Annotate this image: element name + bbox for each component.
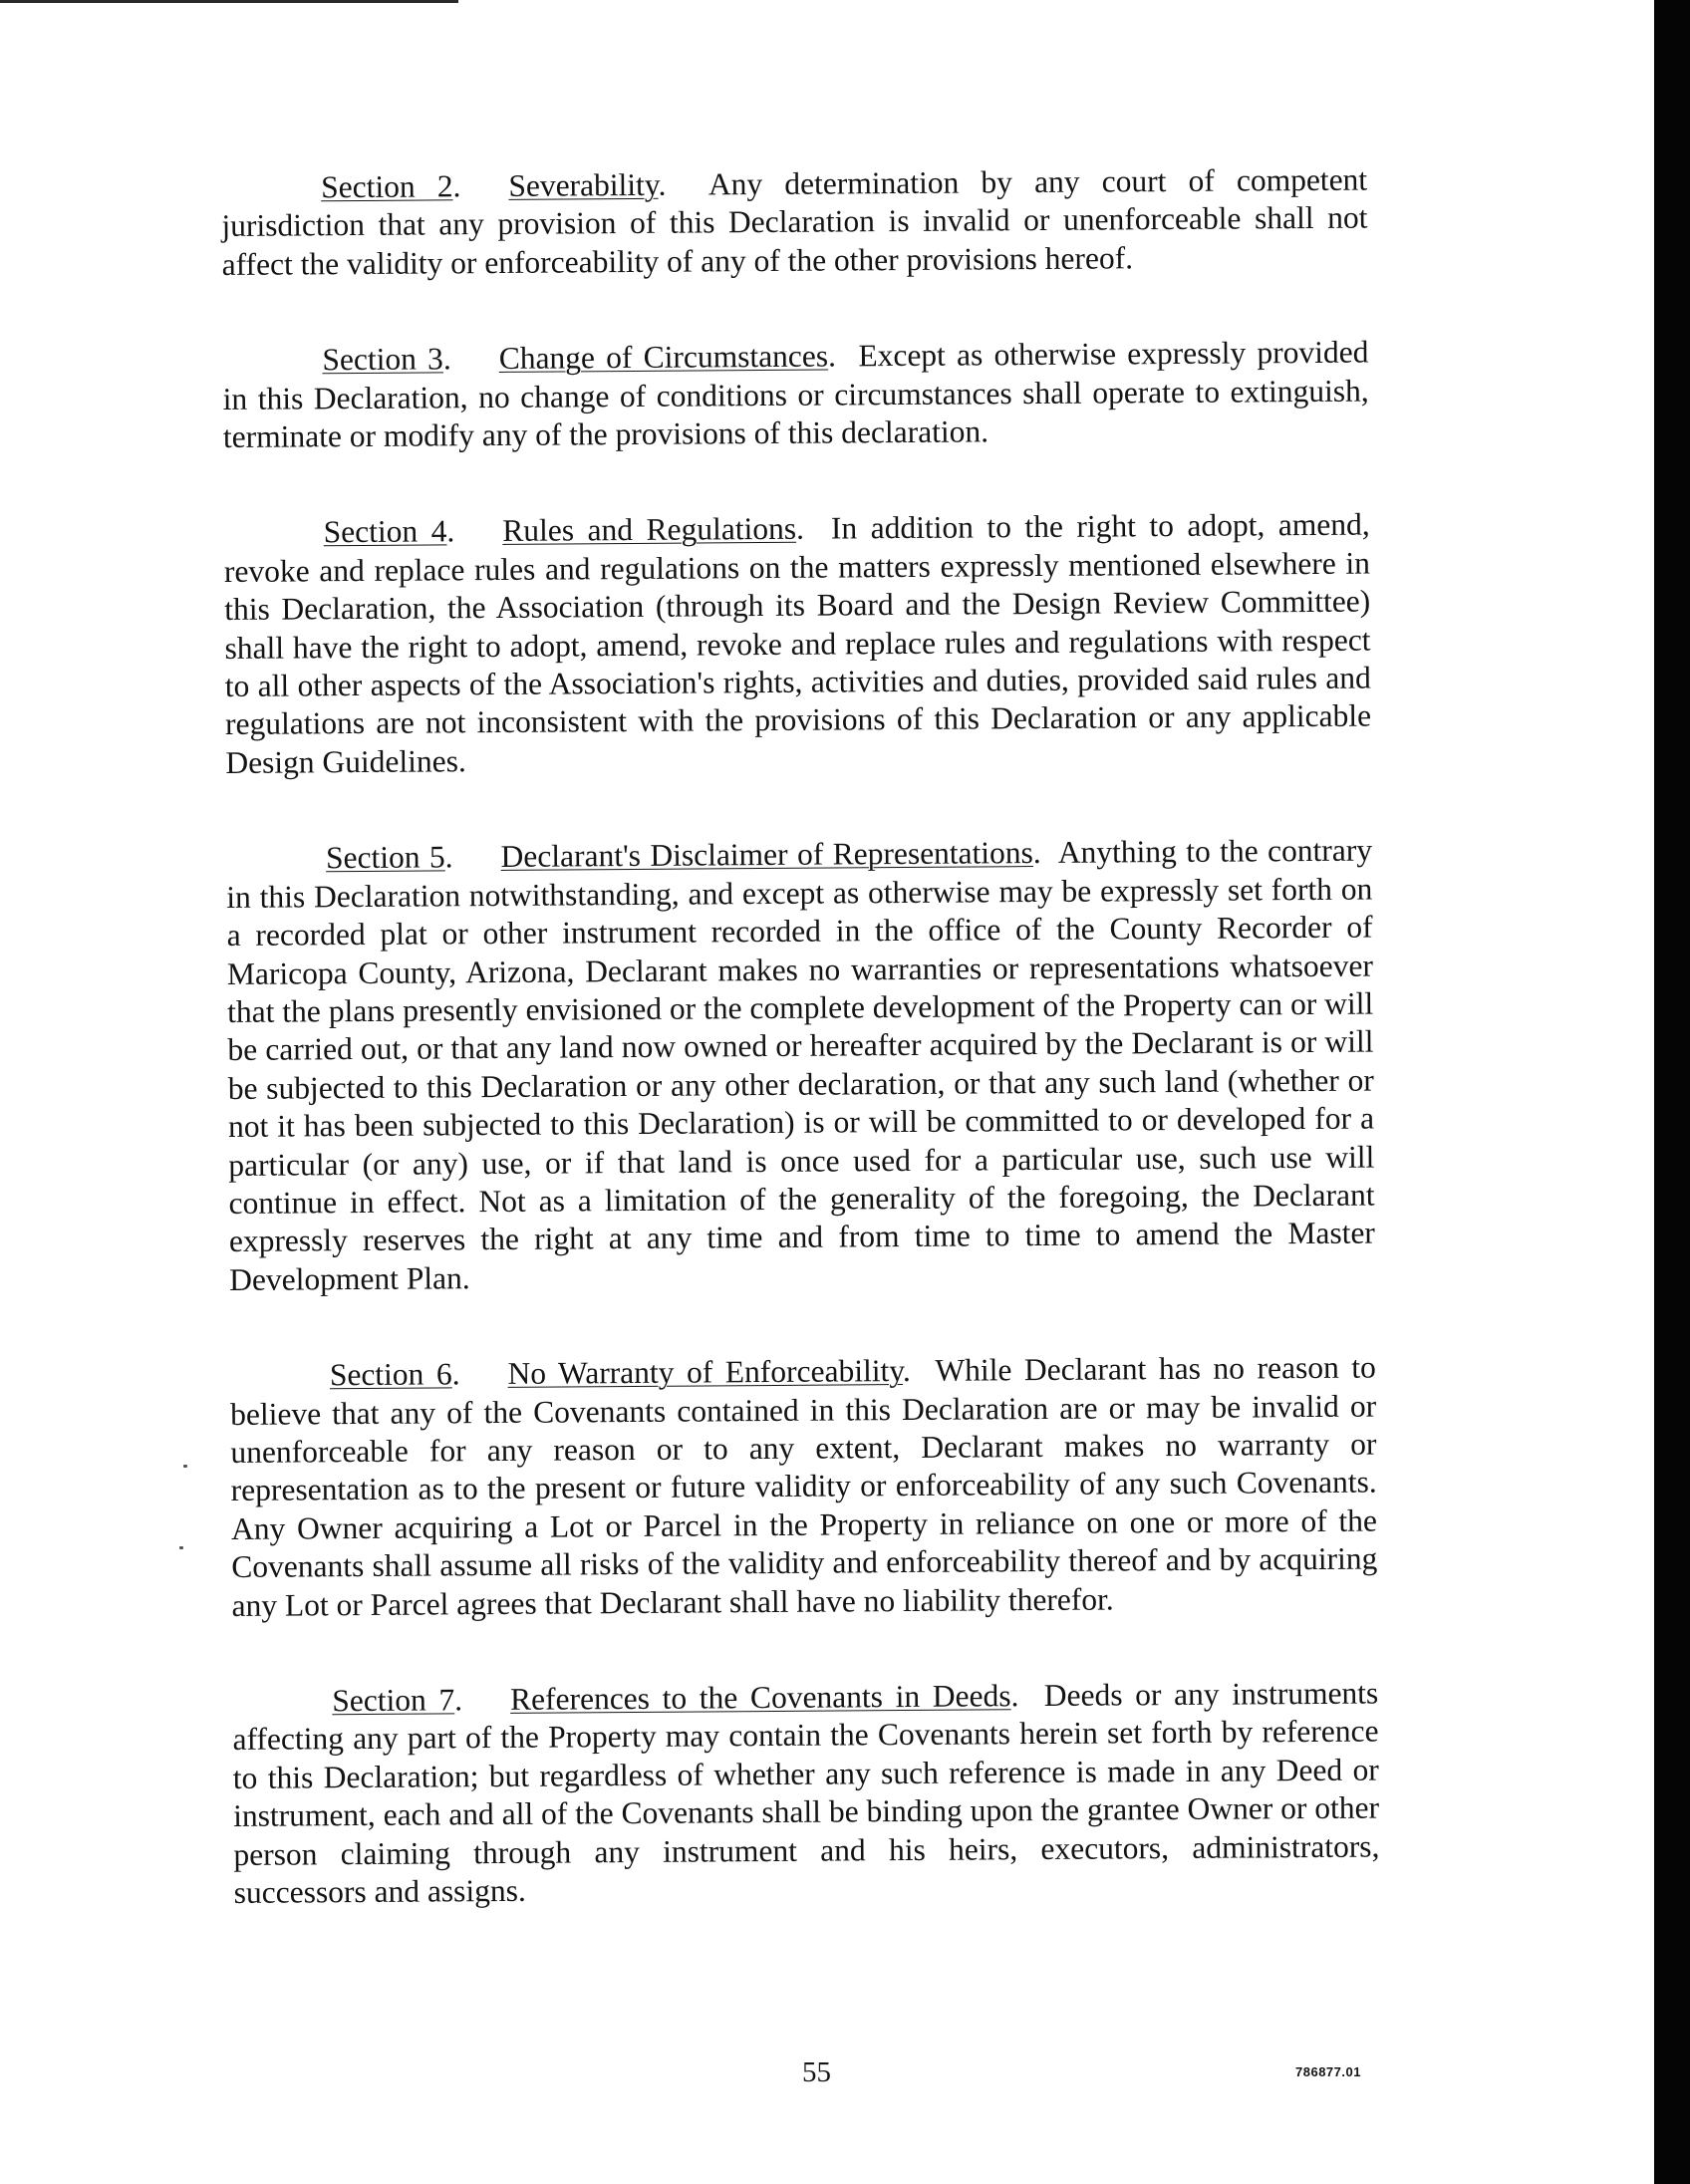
- section-6: Section 6. No Warranty of Enforceability. While Declarant has no reason to believe that any of the Covenants contained in this Declaration are or may be invalid or unenforceable for any reason or to any extent, Declarant makes no warranty or representation as to the present or future validity or enforceability of any such Covenants. Any Owner acquiring a Lot or Parcel in the Property in reliance on one or more of the Covenants shall assume all risks of the validity and enforceability thereof and by acquiring any Lot or Parcel agrees that Declarant shall have no liability therefor.: [230, 1349, 1378, 1623]
- section-number: Section 4: [323, 513, 447, 550]
- section-number: Section 6: [329, 1356, 452, 1393]
- section-title: No Warranty of Enforceability: [507, 1353, 904, 1392]
- top-scan-rule: [0, 0, 458, 3]
- stray-scan-mark: [183, 1465, 187, 1468]
- section-body: Deeds or any instruments affecting any part of the Property may contain the Covenants herein set forth by reference to this Declaration; but regardless of whether any such reference is made in any Deed or instrument, each and all of the Covenants shall be binding upon the grantee Owner or other person claiming through any instrument and his heirs, executors, administrators, successors and assigns.: [232, 1675, 1380, 1910]
- scan-border-right: [1654, 0, 1690, 2184]
- section-body: Except as otherwise expressly provided in this Declaration, no change of conditions or circumstances shall operate to extinguish, terminate or modify any of the provisions of this declaration.: [222, 334, 1369, 455]
- section-5: Section 5. Declarant's Disclaimer of Representations. Anything to the contrary in this Declaration notwithstanding, and except as otherwise may be expressly set forth on a recorded plat or other instrument recorded in the office of the County Recorder of Maricopa County, Arizona, Declarant makes no warranties or representations whatsoever that the plans presently envisioned or the complete development of the Property can or will be carried out, or that any land now owned or hereafter acquired by the Declarant is or will be subjected to this Declaration or any other declaration, or that any such land (whether or not it has been subjected to this Declaration) is or will be committed to or developed for a particular (or any) use, or if that land is once used for a particular use, such use will continue in effect. Not as a limitation of the generality of the foregoing, the Declarant expressly reserves the right at any time and from time to time to amend the Master Development Plan.: [226, 832, 1375, 1297]
- section-4: Section 4. Rules and Regulations. In addition to the right to adopt, amend, revoke and replace rules and regulations on the matters expressly mentioned elsewhere in this Declaration, the Association (through its Board and the Design Review Committee) shall have the right to adopt, amend, revoke and replace rules and regulations with respect to all other aspects of the Association's rights, activities and duties, provided said rules and regulations are not inconsistent with the provisions of this Declaration or any applicable Design Guidelines.: [223, 506, 1372, 780]
- section-body: Anything to the contrary in this Declaration notwithstanding, and except as otherwise may be expressly set forth on a recorded plat or other instrument recorded in the office of the County Recorder of Maricopa County, Arizona, Declarant makes no warranties or representations whatsoever that the plans presently envisioned or the complete development of the Property can or will be carried out, or that any land now owned or hereafter acquired by the Declarant is or will be subjected to this Declaration or any other declaration, or that any such land (whether or not it has been subjected to this Declaration) is or will be committed to or developed for a particular (or any) use, or if that land is once used for a particular use, such use will continue in effect. Not as a limitation of the generality of the foregoing, the Declarant expressly reserves the right at any time and from time to time to amend the Master Development Plan.: [226, 832, 1375, 1297]
- section-body: While Declarant has no reason to believe that any of the Covenants contained in this Declaration are or may be invalid or unenforceable for any reason or to any extent, Declarant makes no warranty or representation as to the present or future validity or enforceability of any such Covenants. Any Owner acquiring a Lot or Parcel in the Property in reliance on one or more of the Covenants shall assume all risks of the validity and enforceability thereof and by acquiring any Lot or Parcel agrees that Declarant shall have no liability therefor.: [230, 1349, 1378, 1623]
- section-body: In addition to the right to adopt, amend, revoke and replace rules and regulations on the matters expressly mentioned elsewhere in this Declaration, the Association (through its Board and the Design Review Committee) shall have the right to adopt, amend, revoke and replace rules and regulations with respect to all other aspects of the Association's rights, activities and duties, provided said rules and regulations are not inconsistent with the provisions of this Declaration or any applicable Design Guidelines.: [223, 506, 1372, 780]
- section-title: Change of Circumstances: [498, 338, 829, 377]
- section-number: Section 5: [325, 839, 445, 876]
- section-title: Declarant's Disclaimer of Representations: [500, 835, 1033, 875]
- section-number: Section 3: [322, 341, 443, 378]
- section-title: References to the Covenants in Deeds: [509, 1678, 1011, 1717]
- section-title: Rules and Regulations: [502, 511, 797, 549]
- section-number: Section 7: [332, 1682, 455, 1719]
- section-title: Severability: [508, 166, 659, 203]
- document-body: [221, 161, 1380, 1971]
- section-7: Section 7. References to the Covenants in Deeds. Deeds or any instruments affecting any part of the Property may contain the Covenants herein set forth by reference to this Declaration; but regardless of whether any such reference is made in any Deed or instrument, each and all of the Covenants shall be binding upon the grantee Owner or other person claiming through any instrument and his heirs, executors, administrators, successors and assigns.: [232, 1675, 1380, 1910]
- page-number: 55: [802, 2056, 831, 2088]
- section-3: Section 3. Change of Circumstances. Except as otherwise expressly provided in this Declaration, no change of conditions or circumstances shall operate to extinguish, terminate or modify any of the provisions of this declaration.: [222, 334, 1369, 455]
- section-number: Section 2: [321, 168, 453, 205]
- section-2: Section 2. Severability. Any determination by any court of competent jurisdiction that any provision of this Declaration is invalid or unenforceable shall not affect the validity or enforceability of any of the other provisions hereof.: [221, 161, 1368, 282]
- document-id: 786877.01: [1295, 2064, 1361, 2079]
- stray-scan-mark: [179, 1546, 183, 1549]
- section-body: Any determination by any court of competent jurisdiction that any provision of this Declaration is invalid or unenforceable shall not affect the validity or enforceability of any of the other provisions hereof.: [221, 161, 1368, 282]
